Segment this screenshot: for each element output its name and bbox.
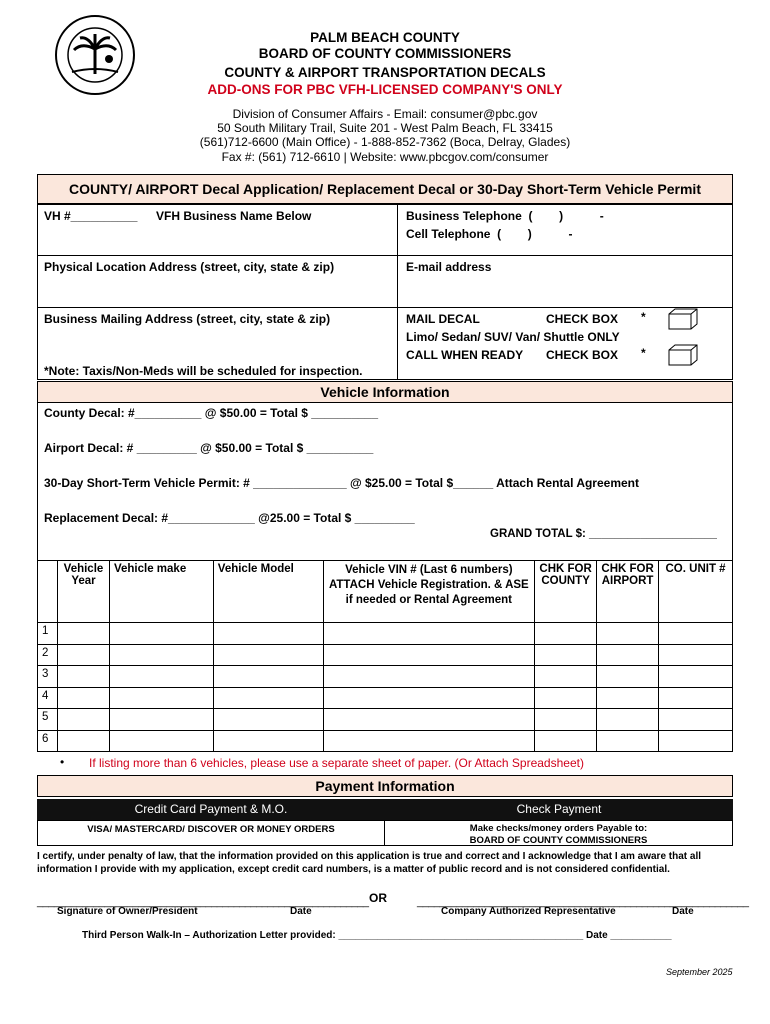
vehicle-table: [37, 560, 733, 752]
header-addons: ADD-ONS FOR PBC VFH-LICENSED COMPANY'S ONLY: [207, 82, 563, 97]
airport-check-cell[interactable]: [597, 709, 659, 731]
short-term-permit-field[interactable]: 30-Day Short-Term Vehicle Permit: # ______________ @ $25.00 = Total $______ Attach Rental Agreement: [44, 476, 639, 490]
more-vehicles-note: If listing more than 6 vehicles, please use a separate sheet of paper. (Or Attach Spreadsheet): [89, 756, 584, 770]
accepted-cards: VISA/ MASTERCARD/ DISCOVER OR MONEY ORDERS: [87, 824, 335, 835]
column-header: CHK FOR COUNTY: [535, 561, 597, 623]
divider: [397, 204, 398, 380]
rep-signature-label: Company Authorized Representative: [441, 906, 616, 917]
column-header: Vehicle make: [109, 561, 213, 623]
unit-cell[interactable]: [659, 666, 733, 688]
bullet-icon: •: [60, 755, 65, 769]
column-header: CHK FOR AIRPORT: [597, 561, 659, 623]
airport-check-cell[interactable]: [597, 644, 659, 666]
payable-cell: [384, 820, 733, 846]
year-cell[interactable]: [57, 644, 109, 666]
replacement-decal-field[interactable]: Replacement Decal: #_____________ @25.00 = Total $ _________: [44, 511, 415, 525]
header-county: PALM BEACH COUNTY: [310, 30, 460, 45]
table-row: [38, 687, 733, 709]
model-cell[interactable]: [213, 666, 323, 688]
airport-check-cell[interactable]: [597, 666, 659, 688]
cards-cell: [37, 820, 385, 846]
model-cell[interactable]: [213, 687, 323, 709]
table-row: [38, 730, 733, 752]
rep-signature-line[interactable]: ___________________________________________________________: [417, 896, 749, 908]
row-number: 6: [38, 730, 58, 752]
unit-cell[interactable]: [659, 709, 733, 731]
owner-signature-line[interactable]: ___________________________________________________________: [37, 896, 369, 908]
column-header: [38, 561, 58, 623]
table-row: [38, 623, 733, 645]
mail-decal-checkbox[interactable]: [668, 308, 698, 330]
county-check-cell[interactable]: [535, 644, 597, 666]
third-person-walkin-field[interactable]: Third Person Walk-In – Authorization Letter provided: ____________________________________________ Date ___________: [82, 930, 672, 941]
vin-cell[interactable]: [323, 687, 535, 709]
divider: [37, 403, 38, 560]
column-header: CO. UNIT #: [659, 561, 733, 623]
contact-phone: (561)712-6600 (Main Office) - 1-888-852-7362 (Boca, Delray, Glades): [199, 135, 571, 149]
date-label: Date: [290, 906, 312, 917]
airport-check-cell[interactable]: [597, 730, 659, 752]
year-cell[interactable]: [57, 709, 109, 731]
email-field[interactable]: E-mail address: [406, 260, 492, 274]
row-number: 2: [38, 644, 58, 666]
call-when-ready-label: CALL WHEN READY: [406, 348, 524, 362]
table-row: [38, 666, 733, 688]
cell-telephone-field[interactable]: Cell Telephone ( ) -: [406, 227, 573, 241]
divider: [732, 403, 733, 560]
unit-cell[interactable]: [659, 730, 733, 752]
business-info-box: [37, 204, 733, 380]
payable-to-line2: BOARD OF COUNTY COMMISSIONERS: [469, 835, 648, 846]
asterisk: *: [641, 310, 646, 324]
year-cell[interactable]: [57, 687, 109, 709]
asterisk: *: [641, 346, 646, 360]
divider: [37, 307, 733, 308]
year-cell[interactable]: [57, 666, 109, 688]
vin-cell[interactable]: [323, 666, 535, 688]
call-when-ready-checkbox[interactable]: [668, 344, 698, 366]
vh-number-field[interactable]: VH #__________: [44, 209, 138, 223]
row-number: 3: [38, 666, 58, 688]
county-check-cell[interactable]: [535, 709, 597, 731]
palm-beach-county-seal: [54, 14, 136, 96]
table-row: [38, 709, 733, 731]
column-header: Vehicle VIN # (Last 6 numbers) ATTACH Vehicle Registration. & ASE if needed or Rental Agreement: [323, 561, 535, 623]
make-cell[interactable]: [109, 623, 213, 645]
model-cell[interactable]: [213, 644, 323, 666]
credit-card-label: Credit Card Payment & M.O.: [134, 802, 288, 816]
payment-methods-bar: [37, 799, 733, 820]
business-telephone-field[interactable]: Business Telephone ( ) -: [406, 209, 604, 223]
grand-total-field[interactable]: GRAND TOTAL $: ____________________: [490, 528, 717, 540]
limo-label: Limo/ Sedan/ SUV/ Van/ Shuttle ONLY: [406, 330, 620, 344]
certification-statement: I certify, under penalty of law, that the information provided on this application is true and correct and I acknowledge that I am aware that all information I provide with my application, except credit card numbers, is a matter of public record and is not considered confidential.: [37, 851, 702, 875]
form-date: September 2025: [666, 967, 733, 977]
header-board: BOARD OF COUNTY COMMISSIONERS: [258, 46, 512, 61]
model-cell[interactable]: [213, 623, 323, 645]
make-cell[interactable]: [109, 644, 213, 666]
vin-cell[interactable]: [323, 644, 535, 666]
county-check-cell[interactable]: [535, 666, 597, 688]
column-header: Vehicle Model: [213, 561, 323, 623]
make-cell[interactable]: [109, 666, 213, 688]
year-cell[interactable]: [57, 730, 109, 752]
airport-check-cell[interactable]: [597, 687, 659, 709]
vin-cell[interactable]: [323, 730, 535, 752]
vehicle-info-header: Vehicle Information: [37, 381, 733, 403]
check-box-label: CHECK BOX: [546, 312, 619, 326]
unit-cell[interactable]: [659, 623, 733, 645]
make-cell[interactable]: [109, 687, 213, 709]
row-number: 4: [38, 687, 58, 709]
vin-cell[interactable]: [323, 709, 535, 731]
check-payment-label: Check Payment: [516, 802, 602, 816]
owner-signature-label: Signature of Owner/President: [57, 906, 198, 917]
make-cell[interactable]: [109, 730, 213, 752]
vfh-business-name-label: VFH Business Name Below: [156, 209, 312, 223]
make-cell[interactable]: [109, 709, 213, 731]
column-header: Vehicle Year: [57, 561, 109, 623]
unit-cell[interactable]: [659, 687, 733, 709]
contact-address: 50 South Military Trail, Suite 201 - West Palm Beach, FL 33415: [217, 121, 553, 135]
county-check-cell[interactable]: [535, 687, 597, 709]
or-label: OR: [369, 891, 387, 905]
payment-info-header: Payment Information: [37, 775, 733, 797]
county-check-cell[interactable]: [535, 623, 597, 645]
contact-fax: Fax #: (561) 712-6610 | Website: www.pbcgov.com/consumer: [221, 150, 549, 164]
check-box-label: CHECK BOX: [546, 348, 619, 362]
payable-to-line1: Make checks/money orders Payable to:: [469, 823, 648, 834]
year-cell[interactable]: [57, 623, 109, 645]
row-number: 5: [38, 709, 58, 731]
physical-address-field[interactable]: Physical Location Address (street, city, state & zip): [44, 260, 335, 274]
county-decal-field[interactable]: County Decal: #__________ @ $50.00 = Total $ __________: [44, 406, 379, 420]
unit-cell[interactable]: [659, 644, 733, 666]
mailing-address-field[interactable]: Business Mailing Address (street, city, state & zip): [44, 312, 331, 326]
county-check-cell[interactable]: [535, 730, 597, 752]
divider: [37, 255, 733, 256]
mail-decal-label: MAIL DECAL: [406, 312, 480, 326]
header-decals: COUNTY & AIRPORT TRANSPORTATION DECALS: [224, 65, 546, 80]
airport-decal-field[interactable]: Airport Decal: # _________ @ $50.00 = Total $ __________: [44, 441, 374, 455]
date-label: Date: [672, 906, 694, 917]
model-cell[interactable]: [213, 709, 323, 731]
table-row: [38, 644, 733, 666]
model-cell[interactable]: [213, 730, 323, 752]
airport-check-cell[interactable]: [597, 623, 659, 645]
vin-cell[interactable]: [323, 623, 535, 645]
inspection-note: *Note: Taxis/Non-Meds will be scheduled for inspection.: [44, 364, 363, 378]
contact-division: Division of Consumer Affairs - Email: consumer@pbc.gov: [232, 107, 538, 121]
row-number: 1: [38, 623, 58, 645]
form-banner: COUNTY/ AIRPORT Decal Application/ Replacement Decal or 30-Day Short-Term Vehicle Permit: [37, 174, 733, 204]
